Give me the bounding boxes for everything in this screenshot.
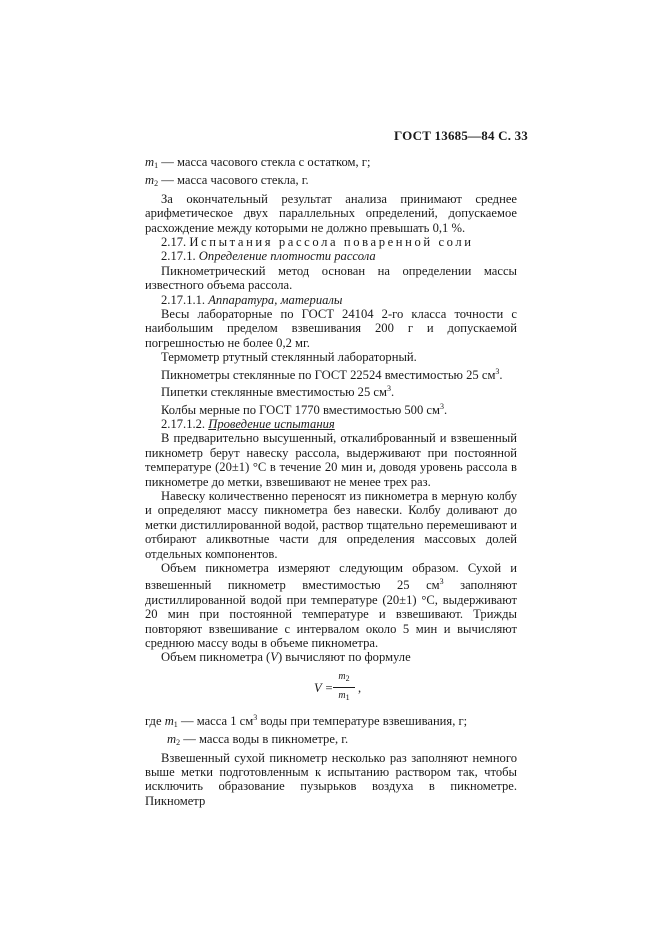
section-2-17-heading [145, 235, 517, 249]
m2-definition [145, 173, 517, 191]
section-number: 2.17.1.2. [161, 416, 206, 431]
formula-fraction [333, 671, 355, 704]
scales-paragraph: Весы лабораторные по ГОСТ 24104 2-го класса точности с наибольшим пределом взвешивания 200 г и допускаемой погрешностью не более 0,2 мг. [145, 307, 517, 350]
numerator-subscript: 2 [345, 673, 350, 683]
m1-subscript: 1 [173, 719, 178, 729]
section-title: Определение плотности рассола [198, 249, 376, 264]
denominator-symbol: m [338, 689, 346, 701]
m1-symbol: m [164, 713, 174, 728]
formula-intro-text-b: ) вычисляют по формуле [277, 650, 411, 665]
formula-intro-text-a: Объем пикнометра ( [161, 650, 271, 665]
pipettes-text: Пипетки стеклянные вместимостью 25 см [161, 385, 387, 400]
formula-intro [145, 650, 517, 664]
where-m1-text-a: — масса 1 см [177, 713, 254, 728]
volume-formula [145, 671, 517, 707]
formula-comma: , [358, 680, 362, 695]
period: . [499, 367, 503, 382]
period: . [390, 385, 395, 400]
flasks-text: Колбы мерные по ГОСТ 1770 вместимостью 500 см [161, 402, 440, 417]
m1-definition [145, 155, 517, 173]
m2-symbol: m [167, 732, 177, 747]
cube-superscript: 3 [440, 401, 444, 411]
page-header: ГОСТ 13685—84 С. 33 [394, 128, 528, 143]
volume-paragraph [145, 561, 517, 650]
fraction-bar [333, 687, 355, 688]
thermometer-paragraph: Термометр ртутный стеклянный лабораторный. [161, 350, 417, 365]
section-title: Аппаратура, материалы [208, 292, 343, 307]
m2-text: — масса часового стекла, г. [158, 173, 309, 188]
transfer-paragraph: Навеску количественно переносят из пикнометра в мерную колбу и определяют массу пикнометра без навески. Колбу доливают до метки дистиллированной водой, раствор тщательно перемешивают и отбирают аликвотные части для определения массовых долей отдельных компонентов. [145, 488, 517, 561]
denominator-subscript: 1 [345, 692, 350, 702]
cube-superscript: 3 [495, 366, 500, 376]
where-m1-line [145, 711, 517, 732]
pycnometers-paragraph [145, 365, 517, 382]
fraction-numerator [333, 671, 355, 685]
m1-symbol: m [145, 155, 155, 169]
m1-subscript: 1 [154, 161, 159, 170]
period: . [444, 402, 448, 417]
section-2-17-1-2-heading [145, 417, 517, 431]
fraction-denominator [333, 690, 355, 704]
section-number: 2.17. [161, 235, 187, 250]
flasks-paragraph [145, 400, 517, 417]
section-number: 2.17.1.1. [161, 292, 206, 307]
section-2-17-1-1-heading [145, 293, 517, 307]
m1-text: — масса часового стекла с остатком, г; [158, 155, 371, 169]
section-title: Проведение испытания [208, 416, 335, 431]
pycnometers-text: Пикнометры стеклянные по ГОСТ 22524 вместимостью 25 см [161, 367, 496, 382]
cube-superscript: 3 [386, 384, 391, 394]
cube-superscript: 3 [439, 577, 444, 587]
where-word: где [145, 713, 165, 728]
volume-text-a: Объем пикнометра измеряют следующим образом. Сухой и взвешенный пикнометр вместимостью 25 см [145, 560, 517, 593]
m2-symbol: m [145, 173, 155, 188]
numerator-symbol: m [338, 670, 346, 682]
volume-symbol: V [270, 650, 278, 665]
final-result-paragraph: За окончательный результат анализа принимают среднее арифметическое двух параллельных определений, допускаемое расхождение между которыми не должно превышать 0,1 %. [145, 191, 517, 235]
pipettes-paragraph [145, 382, 517, 399]
volume-text-b: заполняют дистиллированной водой при температуре (20±1) °С, выдерживают 20 мин при постоянной температуре и взвешивают. Трижды повторяют взвешивание с интервалом около 5 мин и вычисляют среднюю массу воды в объеме пикнометра. [145, 578, 517, 650]
procedure-paragraph: В предварительно высушенный, откалиброванный и взвешенный пикнометр берут навеску рассола, выдерживают при постоянной температуре (20±1) °С в течение 20 мин и, доводя уровень рассола в пикнометре до метки, взвешивают не менее трех раз. [145, 431, 517, 489]
page-body [145, 155, 517, 808]
cube-superscript: 3 [253, 712, 258, 722]
section-2-17-1-heading [145, 249, 517, 263]
where-m2-text: — масса воды в пикнометре, г. [180, 732, 349, 747]
where-m1-text-b: воды при температуре взвешивания, г; [257, 713, 468, 728]
weighed-pycnometer-paragraph: Взвешенный сухой пикнометр несколько раз заполняют немного выше метки подготовленным к испытанию раствором так, чтобы исключить образование пузырьков воздуха в пикнометре. Пикнометр [145, 750, 517, 808]
m2-subscript: 2 [154, 179, 159, 189]
m2-subscript: 2 [176, 738, 181, 748]
where-m2-line [145, 732, 517, 750]
formula-lhs: V = [314, 680, 334, 695]
method-paragraph: Пикнометрический метод основан на определении массы известного объема рассола. [145, 263, 517, 293]
section-number: 2.17.1. [161, 249, 196, 264]
section-title: Испытания рассола поваренной соли [189, 235, 474, 250]
